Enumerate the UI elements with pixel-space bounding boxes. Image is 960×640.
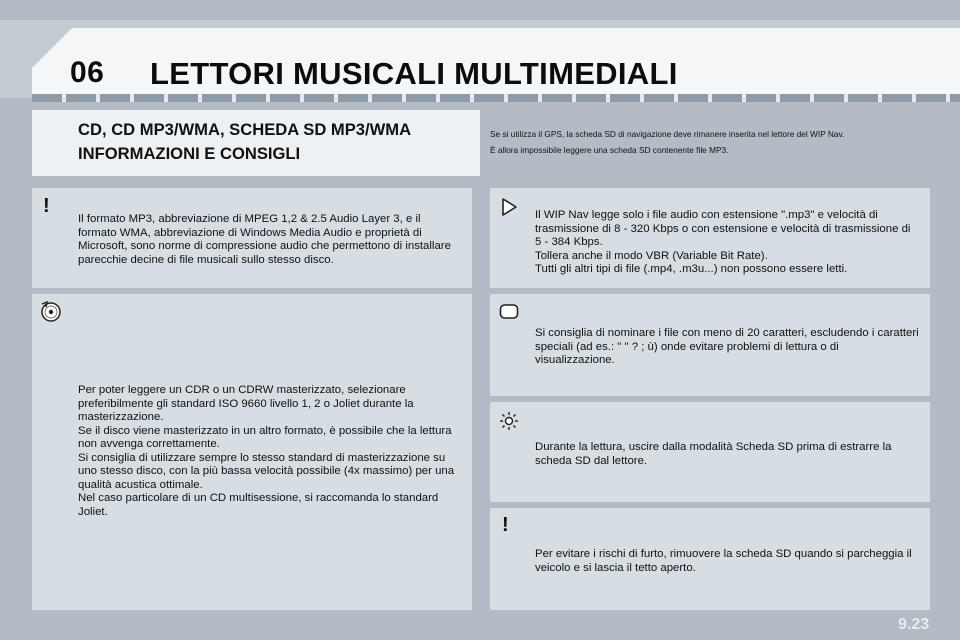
cdr-recording-p1: Per poter leggere un CDR o un CDRW masterizzato, selezionare preferibilmente gli standard ISO 9660 livello 1, 2 o Joliet durante la masterizzazione.	[78, 384, 414, 423]
cdr-recording-p3: Si consiglia di utilizzare sempre lo stesso standard di masterizzazione su uno stesso disco, con la più bassa velocità possibile (4x massimo) per una qualità acustica ottimale.	[78, 451, 455, 491]
chapter-number: 06	[70, 56, 105, 89]
page-number: 9.23	[898, 616, 930, 633]
cdr-recording-p2: Se il disco viene masterizzato in un altro formato, è possibile che la lettura non avvenga correttamente.	[78, 424, 452, 450]
warning-icon: !	[502, 514, 509, 536]
sd-mode-text: Durante la lettura, uscire dalla modalità Scheda SD prima di estrarre la scheda SD dal lettore.	[535, 441, 892, 467]
wip-nav-files-p2: Tollera anche il modo VBR (Variable Bit Rate).	[535, 249, 768, 262]
file-names-text: Si consiglia di nominare i file con meno di 20 caratteri, escludendo i caratteri speciali (ad es.: " " ? ; ù) onde evitare problemi di lettura o di visualizzazione.	[535, 327, 919, 366]
cdr-recording-text	[78, 384, 458, 519]
section-title	[78, 118, 411, 166]
light-icon	[498, 410, 520, 432]
wip-nav-files-p3: Tutti gli altri tipi di file (.mp4, .m3u...) non possono essere letti.	[535, 263, 848, 275]
cdr-recording-p4: Nel caso particolare di un CD multisessione, si raccomanda lo standard Joliet.	[78, 492, 439, 518]
wip-nav-files-p1: Il WIP Nav legge solo i file audio con estensione ".mp3" e velocità di trasmissione di 8 - 320 Kbps o con estensione e velocità di trasmissione di 5 - 384 Kbps.	[535, 209, 911, 248]
gps-note	[490, 126, 940, 158]
theft-text: Per evitare i rischi di furto, rimuovere la scheda SD quando si parcheggia il veicolo e si lascia il tetto aperto.	[535, 548, 912, 574]
gps-note-line2: È allora impossibile leggere una scheda SD contenente file MP3.	[490, 145, 729, 155]
chapter-title: LETTORI MUSICALI MULTIMEDIALI	[150, 56, 678, 91]
mp3-format-text: Il formato MP3, abbreviazione di MPEG 1,2 & 2.5 Audio Layer 3, e il formato WMA, abbreviazione di Windows Media Audio e proprietà di Microsoft, sono norme di compressione audio che permettono di installare parecchie decine di file musicali sullo stesso disco.	[78, 213, 451, 266]
tip-icon	[498, 302, 520, 322]
play-icon	[498, 196, 520, 218]
header-stripes	[32, 94, 960, 102]
disc-icon	[40, 300, 62, 322]
gps-note-line1: Se si utilizza il GPS, la scheda SD di navigazione deve rimanere inserita nel lettore del WIP Nav.	[490, 129, 845, 139]
section-title-line1: CD, CD MP3/WMA, SCHEDA SD MP3/WMA	[78, 120, 412, 139]
wip-nav-files-text	[535, 209, 919, 277]
warning-icon: !	[43, 195, 50, 217]
section-title-line2: INFORMAZIONI E CONSIGLI	[78, 144, 301, 163]
